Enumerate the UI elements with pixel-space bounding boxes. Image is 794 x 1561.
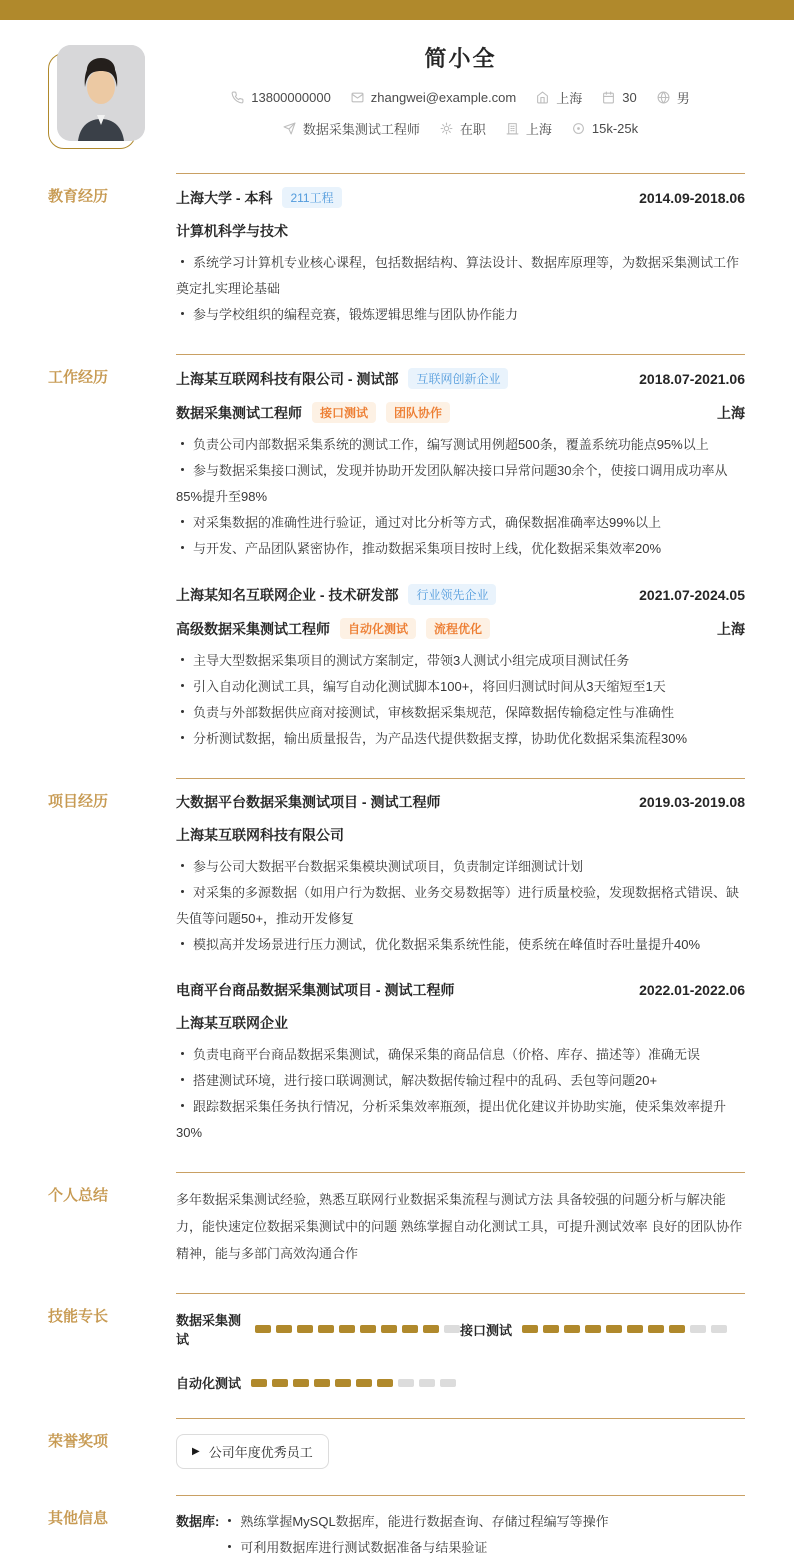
globe-icon — [657, 91, 670, 104]
company-name: 上海某互联网科技有限公司 - 测试部 — [176, 370, 399, 387]
skill-segment-filled — [377, 1379, 393, 1387]
work-date: 2021.07-2024.05 — [639, 586, 745, 603]
skill-segment-filled — [606, 1325, 622, 1333]
skill-item — [176, 1310, 460, 1348]
position-name: 高级数据采集测试工程师 — [176, 620, 330, 637]
honor-name: 公司年度优秀员工 — [208, 1445, 313, 1460]
other-info-row — [176, 1509, 745, 1561]
position-name: 数据采集测试工程师 — [176, 404, 302, 421]
work-city: 上海 — [717, 620, 745, 637]
work-city: 上海 — [717, 404, 745, 421]
project-entry-1 — [176, 792, 745, 958]
project-bullet-list — [176, 854, 745, 958]
skill-segment-filled — [648, 1325, 664, 1333]
contact-phone — [231, 90, 331, 105]
skill-name: 接口测试 — [460, 1322, 513, 1338]
skill-segment-filled — [543, 1325, 559, 1333]
skill-segment-filled — [627, 1325, 643, 1333]
avatar — [57, 45, 145, 141]
section-title-work: 工作经历 — [48, 369, 109, 386]
skill-segment-filled — [318, 1325, 334, 1333]
contact-gender — [657, 88, 690, 107]
position-tag: 团队协作 — [386, 402, 450, 423]
skill-segment-filled — [272, 1379, 288, 1387]
company-name: 上海某知名互联网企业 - 技术研发部 — [176, 586, 399, 603]
section-title-other: 其他信息 — [48, 1510, 109, 1527]
skill-segment-filled — [293, 1379, 309, 1387]
list-item: 跟踪数据采集任务执行情况，分析采集效率瓶颈，提出优化建议并协助实施，使采集效率提升30% — [176, 1094, 745, 1146]
skill-grid — [176, 1307, 745, 1392]
skill-segment-empty — [398, 1379, 414, 1387]
skill-segment-filled — [356, 1379, 372, 1387]
education-bullet-list — [176, 250, 745, 328]
list-item: 引入自动化测试工具，编写自动化测试脚本100+，将回归测试时间从3天缩短至1天 — [176, 674, 745, 700]
skill-segment-filled — [276, 1325, 292, 1333]
summary-text: 多年数据采集测试经验，熟悉互联网行业数据采集流程与测试方法 具备较强的问题分析与解决能力，能快速定位数据采集测试中的问题 熟练掌握自动化测试工具，可提升测试效率 良好的团队协作精神，能与多部门高效沟通合作 — [176, 1192, 743, 1261]
section-title-skills: 技能专长 — [48, 1308, 109, 1325]
phone-icon — [231, 91, 244, 104]
skill-segment-filled — [585, 1325, 601, 1333]
list-item: 对采集数据的准确性进行验证，通过对比分析等方式，确保数据准确率达99%以上 — [176, 510, 745, 536]
section-summary — [0, 1172, 794, 1267]
list-item: 负责与外部数据供应商对接测试，审核数据采集规范，保障数据传输稳定性与准确性 — [176, 700, 745, 726]
candidate-name: 简小全 — [424, 46, 497, 71]
project-date: 2019.03-2019.08 — [639, 794, 745, 810]
school-name: 上海大学 - 本科 — [176, 189, 273, 206]
list-item: 参与数据采集接口测试，发现并协助开发团队解决接口异常问题30余个，使接口调用成功率从85%提升至98% — [176, 458, 745, 510]
skill-segment-filled — [381, 1325, 397, 1333]
send-icon — [283, 122, 296, 135]
section-other — [0, 1495, 794, 1561]
section-title-honors: 荣誉奖项 — [48, 1433, 109, 1450]
project-title: 大数据平台数据采集测试项目 - 测试工程师 — [176, 794, 441, 810]
section-education — [0, 173, 794, 328]
resume-header — [0, 20, 794, 173]
education-entry — [176, 187, 745, 328]
home-city-value: 上海 — [556, 91, 583, 106]
contact-email — [351, 90, 516, 105]
list-item: 搭建测试环境，进行接口联调测试，解决数据传输过程中的乱码、丢包等问题20+ — [176, 1068, 745, 1094]
position-tag: 接口测试 — [312, 402, 376, 423]
list-item: 负责公司内部数据采集系统的测试工作，编写测试用例超500条，覆盖系统功能点95%以上 — [176, 432, 745, 458]
skill-segment-empty — [419, 1379, 435, 1387]
email-value: zhangwei@example.com — [370, 90, 517, 105]
skill-level-bar — [255, 1325, 460, 1333]
section-title-education: 教育经历 — [48, 188, 109, 205]
project-date: 2022.01-2022.06 — [639, 982, 745, 998]
work-entry-2 — [176, 584, 745, 752]
skill-name: 自动化测试 — [176, 1376, 242, 1391]
other-bullet-list — [223, 1509, 608, 1561]
gear-icon — [440, 122, 453, 135]
avatar-illustration — [57, 45, 145, 141]
school-tag: 211工程 — [282, 187, 341, 208]
section-title-summary: 个人总结 — [48, 1187, 109, 1204]
contact-work-city — [506, 119, 552, 138]
other-group-label: 数据库: — [176, 1514, 220, 1529]
skill-segment-filled — [335, 1379, 351, 1387]
list-item: 模拟高并发场景进行压力测试，优化数据采集系统性能，使系统在峰值时吞吐量提升40% — [176, 932, 745, 958]
education-date: 2014.09-2018.06 — [639, 189, 745, 206]
project-title: 电商平台商品数据采集测试项目 - 测试工程师 — [176, 982, 455, 998]
calendar-icon — [602, 91, 615, 104]
profile-photo — [57, 45, 145, 141]
skill-segment-empty — [440, 1379, 456, 1387]
mail-icon — [351, 91, 364, 104]
list-item: 对采集的多源数据（如用户行为数据、业务交易数据等）进行质量校验，发现数据格式错误、缺失值等问题50+，推动开发修复 — [176, 880, 745, 932]
major-name: 计算机科学与技术 — [176, 223, 288, 239]
skill-item — [176, 1373, 745, 1392]
list-item: 分析测试数据，输出质量报告，为产品迭代提供数据支撑，协助优化数据采集流程30% — [176, 726, 745, 752]
honor-expand-chip[interactable] — [176, 1434, 329, 1469]
list-item: 与开发、产品团队紧密协作，推动数据采集项目按时上线，优化数据采集效率20% — [176, 536, 745, 562]
contact-home-city — [536, 88, 582, 107]
project-bullet-list — [176, 1042, 745, 1146]
expand-triangle-icon: ▶ — [192, 1445, 200, 1457]
skill-segment-filled — [314, 1379, 330, 1387]
contact-job-title — [283, 119, 420, 138]
list-item: 可利用数据库进行测试数据准备与结果验证 — [223, 1535, 608, 1561]
section-skills — [0, 1293, 794, 1392]
skill-level-bar — [251, 1379, 456, 1387]
skill-segment-filled — [669, 1325, 685, 1333]
salary-value: 15k-25k — [591, 121, 639, 136]
work-bullet-list — [176, 648, 745, 752]
project-entry-2 — [176, 980, 745, 1146]
home-icon — [536, 91, 549, 104]
position-tag: 流程优化 — [426, 618, 490, 639]
skill-segment-filled — [522, 1325, 538, 1333]
contact-row-2 — [176, 119, 745, 138]
top-accent-bar — [0, 0, 794, 20]
list-item: 系统学习计算机专业核心课程，包括数据结构、算法设计、数据库原理等，为数据采集测试工作奠定扎实理论基础 — [176, 250, 745, 302]
position-tag: 自动化测试 — [340, 618, 416, 639]
skill-segment-filled — [251, 1379, 267, 1387]
section-honors — [0, 1418, 794, 1469]
skill-segment-empty — [690, 1325, 706, 1333]
work-entry-1 — [176, 368, 745, 562]
target-icon — [572, 122, 585, 135]
list-item: 参与学校组织的编程竞赛，锻炼逻辑思维与团队协作能力 — [176, 302, 745, 328]
age-value: 30 — [622, 90, 637, 105]
skill-level-bar — [522, 1325, 727, 1333]
work-city-value: 上海 — [525, 122, 552, 137]
section-projects — [0, 778, 794, 1146]
list-item: 主导大型数据采集项目的测试方案制定，带领3人测试小组完成项目测试任务 — [176, 648, 745, 674]
job-title-value: 数据采集测试工程师 — [302, 122, 420, 137]
list-item: 负责电商平台商品数据采集测试，确保采集的商品信息（价格、库存、描述等）准确无误 — [176, 1042, 745, 1068]
skill-segment-filled — [402, 1325, 418, 1333]
skill-segment-empty — [711, 1325, 727, 1333]
skill-segment-empty — [444, 1325, 460, 1333]
list-item: 参与公司大数据平台数据采集模块测试项目，负责制定详细测试计划 — [176, 854, 745, 880]
skill-segment-filled — [360, 1325, 376, 1333]
skill-segment-filled — [255, 1325, 271, 1333]
work-bullet-list — [176, 432, 745, 562]
skill-item — [460, 1310, 727, 1348]
list-item: 熟练掌握MySQL数据库，能进行数据查询、存储过程编写等操作 — [223, 1509, 608, 1535]
company-tag: 互联网创新企业 — [408, 368, 508, 389]
skill-segment-filled — [423, 1325, 439, 1333]
building-icon — [506, 122, 519, 135]
contact-age — [602, 90, 636, 105]
contact-row-1 — [176, 88, 745, 107]
section-title-projects: 项目经历 — [48, 793, 109, 810]
gender-value: 男 — [676, 91, 690, 106]
section-work — [0, 354, 794, 752]
phone-value: 13800000000 — [251, 90, 331, 105]
project-company: 上海某互联网科技有限公司 — [176, 827, 344, 843]
job-status-value: 在职 — [459, 122, 486, 137]
skill-segment-filled — [339, 1325, 355, 1333]
project-company: 上海某互联网企业 — [176, 1015, 288, 1031]
company-tag: 行业领先企业 — [408, 584, 496, 605]
contact-job-status — [440, 119, 486, 138]
work-date: 2018.07-2021.06 — [639, 370, 745, 387]
contact-salary — [572, 121, 638, 136]
skill-segment-filled — [297, 1325, 313, 1333]
skill-name: 数据采集测试 — [176, 1313, 242, 1347]
skill-segment-filled — [564, 1325, 580, 1333]
